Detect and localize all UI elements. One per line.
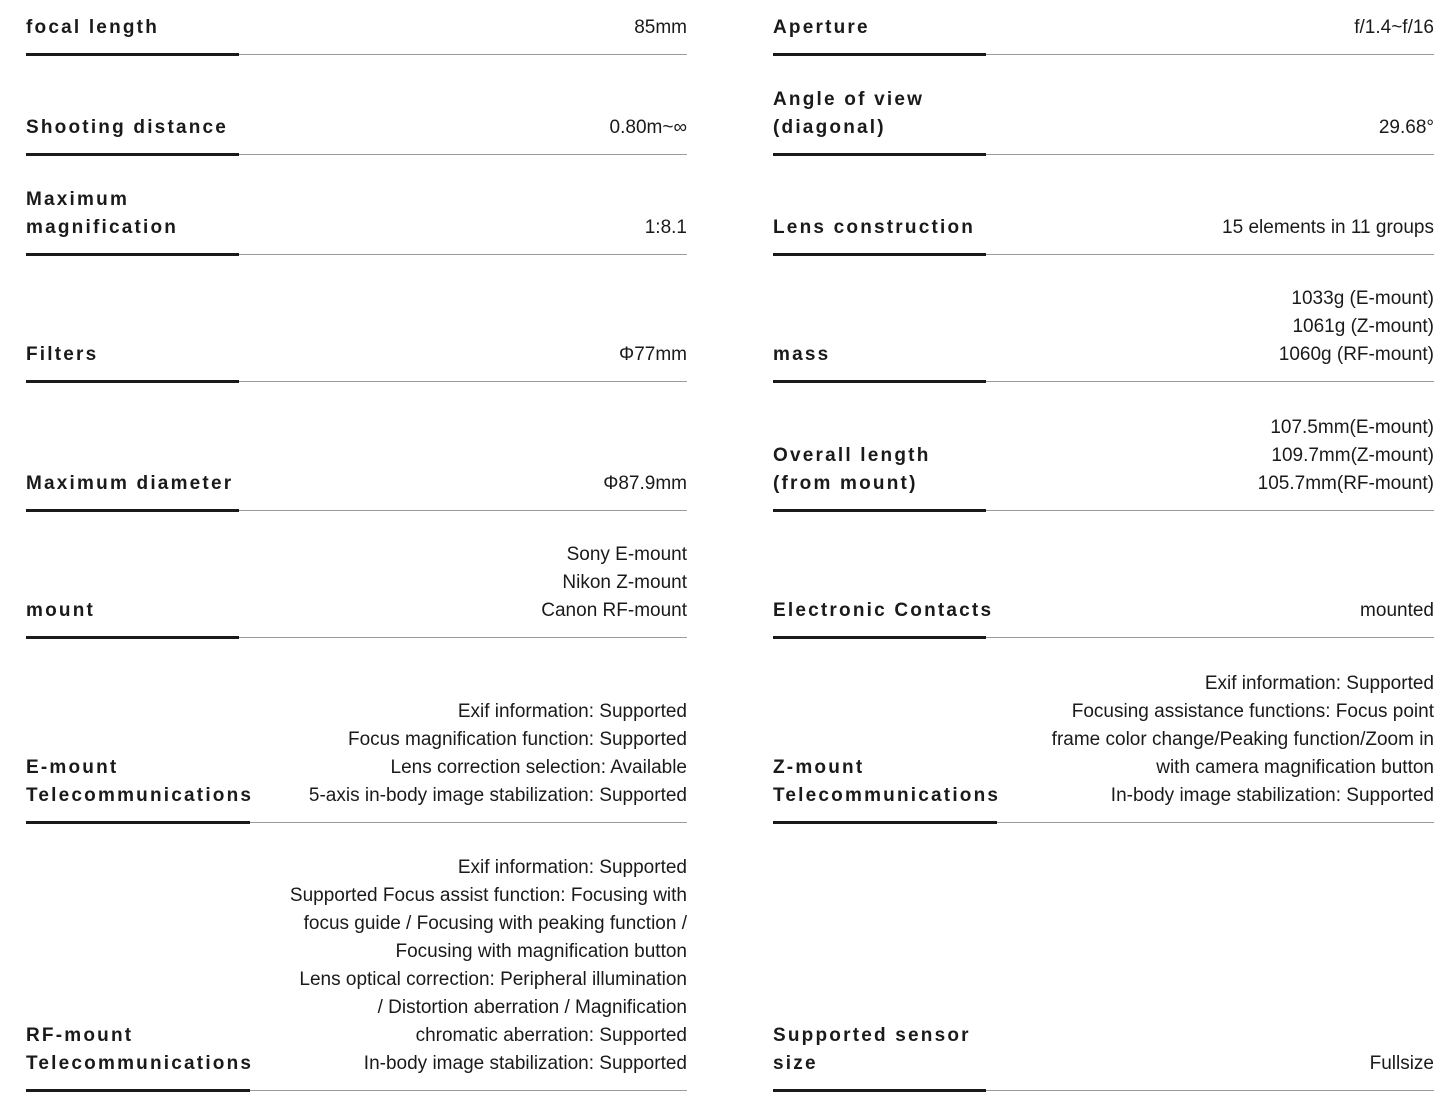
spec-label: Maximum diameter — [26, 473, 234, 494]
label-underline — [26, 1089, 250, 1092]
spec-row-focal-length — [26, 0, 687, 55]
spec-value: mounted — [1360, 600, 1434, 621]
spec-label: mass — [773, 344, 831, 365]
spec-value: Exif information: Supported Supported Focus assist function: Focusing with focus guide / Focusing with peaking function / Focusing with magnification button Lens optical correction: Peripheral illumination / Distortion aberration / Magnification chromatic aberration: Supported In-body image stabilization: Supported — [289, 857, 687, 1074]
spec-row-rf-mount-telecommunications — [26, 822, 687, 1091]
spec-label: focal length — [26, 17, 160, 38]
spec-label: Lens construction — [773, 217, 976, 238]
spec-row-electronic-contacts — [773, 510, 1434, 638]
spec-value: Exif information: Supported Focus magnification function: Supported Lens correction selection: Available 5-axis in-body image stabilization: Supported — [308, 701, 687, 806]
spec-row-e-mount-telecommunications — [26, 637, 687, 823]
spec-label: Angle of view (diagonal) — [773, 89, 925, 138]
spec-value: 15 elements in 11 groups — [1222, 217, 1434, 238]
spec-value: 1033g (E-mount) 1061g (Z-mount) 1060g (RF-mount) — [1278, 288, 1434, 365]
spec-label: Filters — [26, 344, 99, 365]
spec-row-angle-of-view — [773, 54, 1434, 155]
spec-label: E-mount Telecommunications — [26, 757, 254, 806]
spec-label: Overall length (from mount) — [773, 445, 931, 494]
spec-row-filters — [26, 254, 687, 382]
spec-value: 1:8.1 — [644, 217, 687, 238]
spec-value: Exif information: Supported Focusing assistance functions: Focus point frame color change/Peaking function/Zoom in with camera magnification button In-body image stabilization: Supported — [1051, 673, 1434, 806]
spec-row-overall-length — [773, 381, 1434, 511]
spec-value: 0.80m~∞ — [609, 117, 687, 138]
spec-row-maximum-diameter — [26, 381, 687, 511]
spec-value: 107.5mm(E-mount) 109.7mm(Z-mount) 105.7mm(RF-mount) — [1257, 417, 1434, 494]
spec-label: Z-mount Telecommunications — [773, 757, 1001, 806]
spec-label: Aperture — [773, 17, 870, 38]
spec-row-maximum-magnification — [26, 154, 687, 255]
spec-row-supported-sensor-size — [773, 822, 1434, 1091]
spec-value: Fullsize — [1369, 1053, 1434, 1074]
spec-label: Shooting distance — [26, 117, 229, 138]
spec-value: Φ77mm — [619, 344, 687, 365]
spec-row-mount — [26, 510, 687, 638]
spec-value: f/1.4~f/16 — [1354, 17, 1434, 38]
spec-label: RF-mount Telecommunications — [26, 1025, 254, 1074]
spec-row-z-mount-telecommunications — [773, 637, 1434, 823]
spec-value: 85mm — [634, 17, 687, 38]
spec-row-mass — [773, 254, 1434, 382]
spec-value: 29.68° — [1378, 117, 1434, 138]
spec-label: mount — [26, 600, 96, 621]
spec-label: Supported sensor size — [773, 1025, 971, 1074]
spec-label: Maximum magnification — [26, 189, 179, 238]
spec-value: Φ87.9mm — [603, 473, 687, 494]
spec-row-shooting-distance — [26, 54, 687, 155]
spec-value: Sony E-mount Nikon Z-mount Canon RF-mount — [541, 544, 687, 621]
spec-label: Electronic Contacts — [773, 600, 994, 621]
spec-row-aperture — [773, 0, 1434, 55]
label-underline — [773, 1089, 986, 1092]
spec-row-lens-construction — [773, 154, 1434, 255]
